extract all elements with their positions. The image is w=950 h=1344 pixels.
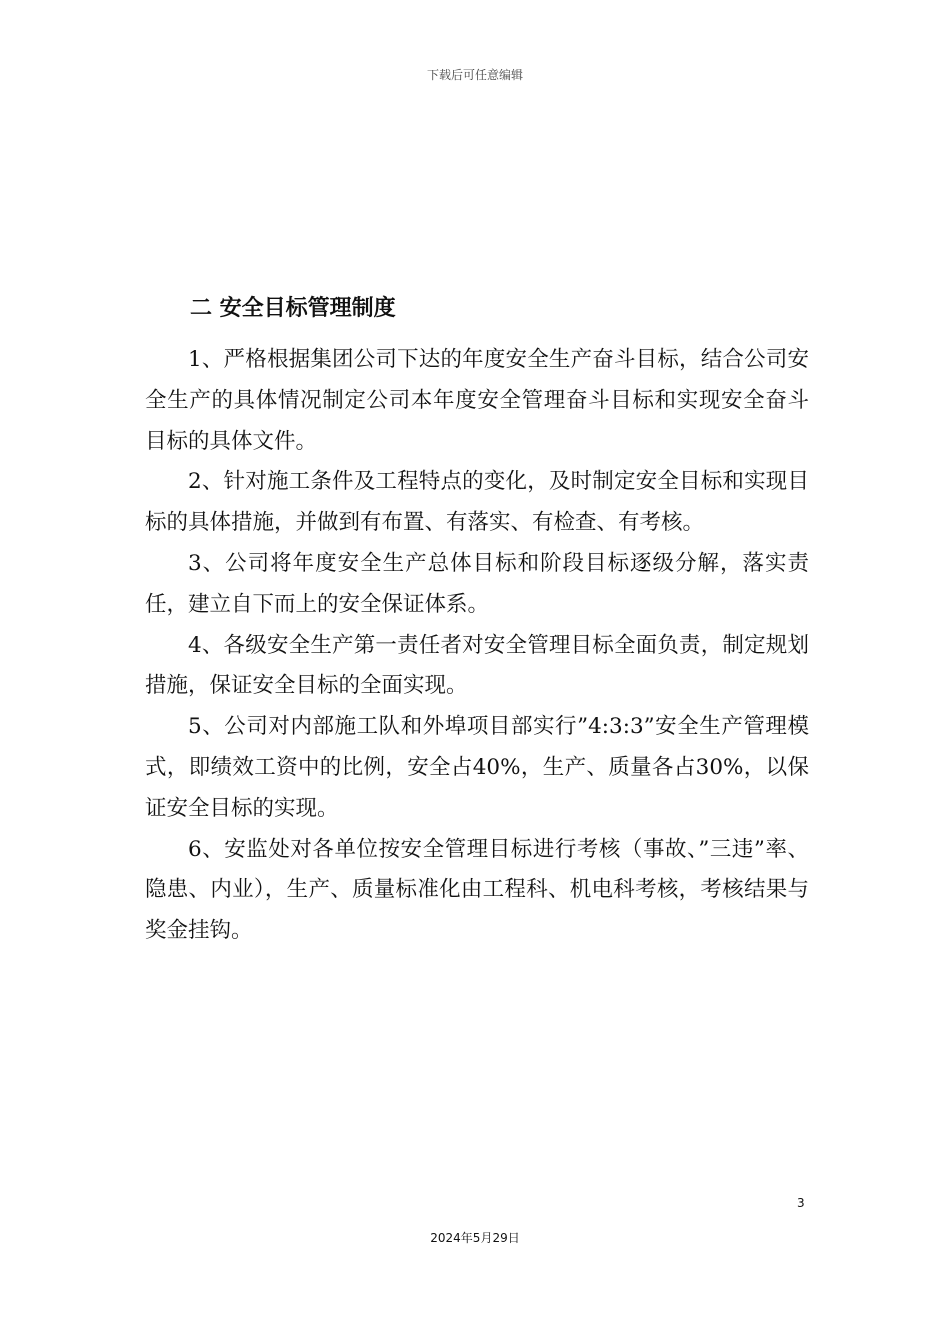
paragraph-4: 4、各级安全生产第一责任者对安全管理目标全面负责，制定规划措施，保证安全目标的全面实现。 (145, 632, 809, 699)
paragraph-3: 3、公司将年度安全生产总体目标和阶段目标逐级分解，落实责任，建立自下而上的安全保证体系。 (145, 550, 809, 617)
footer-date: 2024年5月29日 (430, 1231, 520, 1245)
page-number: 3 (797, 1196, 805, 1210)
section-heading: 二 安全目标管理制度 (190, 296, 396, 321)
header-note: 下载后可任意编辑 (426, 68, 523, 82)
paragraph-6: 6、安监处对各单位按安全管理目标进行考核（事故、”三违”率、隐患、内业），生产、质量标准化由工程科、机电科考核，考核结果与奖金挂钩。 (145, 836, 809, 944)
body-text (145, 340, 809, 952)
paragraph-5: 5、公司对内部施工队和外埠项目部实行”4:3:3”安全生产管理模式，即绩效工资中的比例，安全占40%，生产、质量各占30%，以保证安全目标的实现。 (145, 714, 809, 821)
paragraph-2: 2、针对施工条件及工程特点的变化，及时制定安全目标和实现目标的具体措施，并做到有布置、有落实、有检查、有考核。 (145, 469, 809, 536)
paragraph-1: 1、严格根据集团公司下达的年度安全生产奋斗目标，结合公司安全生产的具体情况制定公司本年度安全管理奋斗目标和实现安全奋斗目标的具体文件。 (145, 347, 809, 454)
